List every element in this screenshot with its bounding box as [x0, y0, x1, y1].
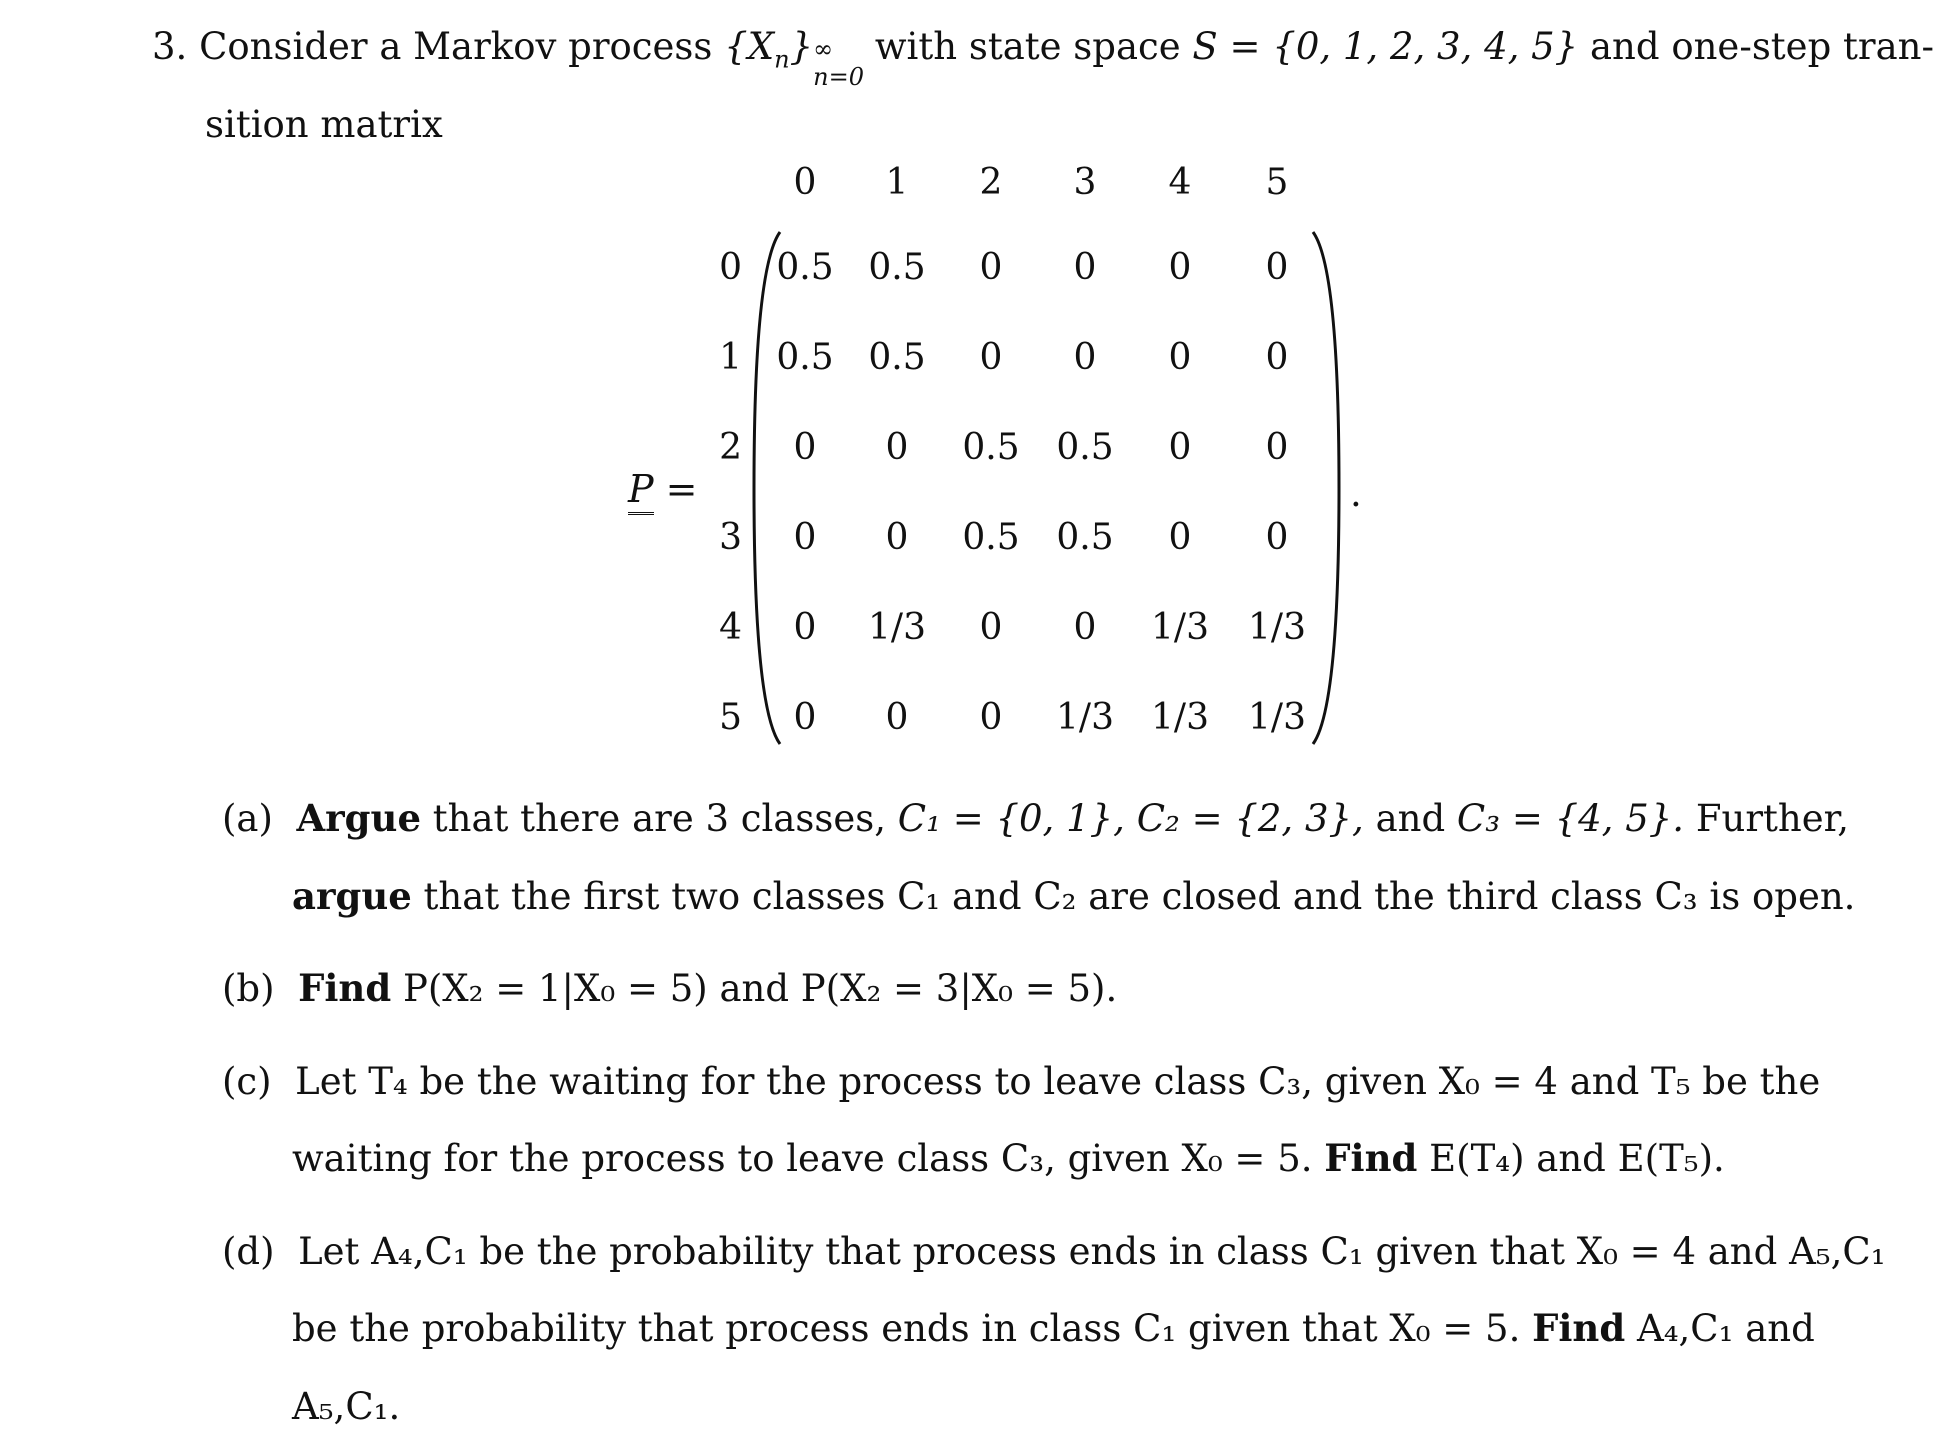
matrix-trailing-period: . [1350, 472, 1362, 515]
part-c-label: (c) [222, 1060, 272, 1103]
matrix-cell: 0 [793, 427, 817, 468]
part-c-line-1: (c) Let T₄ be the waiting for the process to leave class C₃, given X₀ = 4 and T₅ be the [222, 1060, 1821, 1103]
matrix-col-header: 4 [1168, 162, 1192, 203]
matrix-cell: 1/3 [1248, 697, 1306, 738]
matrix-cell: 0.5 [1056, 427, 1114, 468]
state-space: S = {0, 1, 2, 3, 4, 5} [1192, 25, 1579, 68]
matrix-label: P = [628, 470, 698, 508]
matrix-cell: 0.5 [962, 427, 1020, 468]
matrix-cell: 0 [1168, 427, 1192, 468]
intro-text-c: and one-step tran- [1589, 25, 1934, 68]
matrix-col-header: 2 [979, 162, 1003, 203]
part-a-bold-argue: Argue [296, 796, 421, 840]
matrix-cell: 1/3 [1151, 607, 1209, 648]
matrix-cell: 0 [1265, 337, 1289, 378]
matrix-cell: 0.5 [962, 517, 1020, 558]
matrix-cell: 0 [1073, 247, 1097, 288]
matrix-cell: 0.5 [1056, 517, 1114, 558]
matrix-row-label: 1 [719, 337, 742, 378]
matrix-cell: 1/3 [1056, 697, 1114, 738]
intro-text-b: with state space [874, 25, 1181, 68]
matrix-cell: 0 [793, 607, 817, 648]
part-a-label: (a) [222, 797, 273, 840]
matrix-cell: 0.5 [868, 247, 926, 288]
matrix-cell: 0 [885, 517, 909, 558]
matrix-cell: 0 [979, 697, 1003, 738]
matrix-left-paren [748, 228, 788, 748]
matrix-cell: 0 [1265, 427, 1289, 468]
matrix-col-header: 3 [1073, 162, 1097, 203]
matrix-cell: 0 [1168, 337, 1192, 378]
part-d-line-2: be the probability that process ends in class C₁ given that X₀ = 5. Find A₄,C₁ and [292, 1306, 1815, 1350]
process-symbol: $\{X_n\}$ ∞ n=0 [724, 25, 865, 91]
matrix-cell: 0 [1265, 517, 1289, 558]
part-d-line-1: (d) Let A₄,C₁ be the probability that process ends in class C₁ given that X₀ = 4 and A₅,C₁ [222, 1230, 1886, 1273]
matrix-col-header: 0 [793, 162, 817, 203]
part-d-label: (d) [222, 1230, 275, 1273]
matrix-cell: 0 [979, 247, 1003, 288]
matrix-cell: 0 [1073, 607, 1097, 648]
matrix-right-paren [1305, 228, 1345, 748]
matrix-cell: 0 [793, 517, 817, 558]
matrix-cell: 1/3 [868, 607, 926, 648]
matrix-cell: 1/3 [1151, 697, 1209, 738]
matrix-row-label: 0 [719, 247, 742, 288]
part-a-line-2: argue that the first two classes C₁ and C₂ are closed and the third class C₃ is open. [292, 874, 1856, 918]
part-b-line: (b) Find P(X₂ = 1|X₀ = 5) and P(X₂ = 3|X₀ = 5). [222, 966, 1118, 1010]
part-a-bold-argue-2: argue [292, 874, 412, 918]
matrix-cell: 0 [793, 697, 817, 738]
matrix-cell: 0 [1073, 337, 1097, 378]
matrix-cell: 0.5 [868, 337, 926, 378]
matrix-cell: 0.5 [776, 247, 834, 288]
matrix-cell: 0 [979, 607, 1003, 648]
matrix-col-header: 1 [885, 162, 909, 203]
problem-intro-line-2: sition matrix [205, 103, 443, 146]
problem-number: 3. [152, 25, 188, 68]
part-b-label: (b) [222, 967, 275, 1010]
matrix-cell: 0 [1265, 247, 1289, 288]
matrix-cell: 0 [1168, 517, 1192, 558]
intro-text-a: Consider a Markov process [199, 25, 713, 68]
matrix-row-label: 3 [719, 517, 742, 558]
matrix-cell: 0 [885, 697, 909, 738]
matrix-row-label: 2 [719, 427, 742, 468]
matrix-cell: 0 [1168, 247, 1192, 288]
matrix-cell: 0 [885, 427, 909, 468]
matrix-cell: 1/3 [1248, 607, 1306, 648]
matrix-col-header: 5 [1265, 162, 1289, 203]
part-c-line-2: waiting for the process to leave class C₃, given X₀ = 5. Find E(T₄) and E(T₅). [292, 1136, 1725, 1180]
matrix-cell: 0.5 [776, 337, 834, 378]
matrix-cell: 0 [979, 337, 1003, 378]
problem-intro-line-1 [152, 25, 1934, 91]
part-a-line-1: (a) Argue that there are 3 classes, C₁ = {0, 1}, C₂ = {2, 3}, and C₃ = {4, 5}. Further, [222, 796, 1849, 840]
part-d-line-3: A₅,C₁. [292, 1385, 401, 1428]
matrix-row-label: 4 [719, 607, 742, 648]
matrix-row-label: 5 [719, 697, 742, 738]
